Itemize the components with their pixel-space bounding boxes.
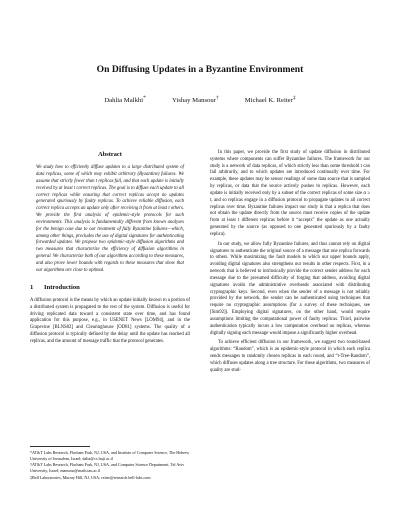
abstract-heading: Abstract xyxy=(98,151,122,158)
author: Dahlia Malkhi* xyxy=(104,95,146,105)
paper-title: On Diffusing Updates in a Byzantine Environment xyxy=(96,64,304,75)
section-paragraph: A diffusion protocol is the means by which an update initially known to a portion of a distributed system is propagated to the rest of the system. Diffusion is useful for driving replicated data toward a consistent state over time, and has found application for this purpose, e.g., in USENET News [LOM94], and in the Grapevine [BLNS82] and Clearinghouse [OD81] systems. The quality of a diffusion protocol is typically defined by the delay until the update has reached all replicas, and the amount of message traffic that the protocol generates. xyxy=(30,297,190,344)
footnote: *AT&T Labs Research, Florham Park, NJ, USA, and Institute of Computer Science, The Hebrew University of Jerusalem, Israel; dalia@cs.huji.ac.il xyxy=(30,450,190,461)
abstract-text: We study how to efficiently diffuse updates to a large distributed system of data replicas, some of which may exhibit arbitrary (Byzantine) failures. We assume that strictly fewer than t replicas fail, and that each update is initially received by at least t correct replicas. The goal is to diffuse each update to all correct replicas while ensuring that correct replicas accept no updates generated spuriously by faulty replicas. To achieve reliable diffusion, each correct replica accepts an update only after receiving it from at least t others. We provide the first analysis of epidemic-style protocols for such environments. This analysis is fundamentally different from known analyses for the benign case due to our treatment of fully Byzantine failures—which, among other things, precludes the use of digital signatures for authenticating forwarded updates. We propose two epidemic-style diffusion algorithms and two measures that characterize the efficiency of diffusion algorithms in general. We characterize both of our algorithms according to these measures, and also prove lower bounds with regards to these measures that show that our algorithms are close to optimal. xyxy=(36,165,184,273)
body-paragraph: In our study, we allow fully Byzantine failures, and thus cannot rely on digital signatures to authenticate the original source of a message that one replica forwards to others. While maximizing the fault models to which our upper bounds apply, avoiding digital signatures also strengthens our results in other respects. First, in a network that is believed to intrinsically provide the correct sender address for each message due to the presumed difficulty of forging that address, avoiding digital signatures avoids the administrative overheads associated with distributing cryptographic keys. Second, even when the sender of a message is not reliably provided by the network, the sender can be authenticated using techniques that require no cryptographic assumptions (for a survey of these techniques, see [Sim92]). Employing digital signatures, on the other hand, would require assumptions limiting the computational power of faulty replicas. Third, pairwise authentication typically incurs a low computation overhead on replicas, whereas digitally signing each message would impose a significantly higher overhead. xyxy=(210,241,370,336)
body-paragraph: In this paper, we provide the first study of update diffusion in distributed systems where components can suffer Byzantine failures. The framework for our study is a network of data replicas, of which strictly less than some threshold t can fail arbitrarily, and to which updates are introduced continually over time. For example, these updates may be sensor readings of some data source that is sampled by replicas, or data that the source actively pushes to replicas. However, each update is initially received only by a subset of the correct replicas of some size α ≥ t, and so replicas engage in a diffusion protocol to propagate updates to all correct replicas over time. Byzantine failures impact our study in that a replica that does not obtain the update directly from the source must receive copies of the update from at least t different replicas before it “accepts” the update as one actually generated by the source (as opposed to one generated spuriously by a faulty replica). xyxy=(210,150,370,237)
author: Michael K. Reiter‡ xyxy=(244,95,296,105)
footnote: ‡Bell Laboratories, Murray Hill, NJ, USA; reiter@research.bell-labs.com xyxy=(30,474,151,480)
footnote: †AT&T Labs Research, Florham Park, NJ, USA, and Computer Science Department, Tel Aviv University, Israel; mansour@math.tau.ac.il xyxy=(30,462,185,474)
body-paragraph: To achieve efficient diffusion in our framework, we suggest two round-based algorithms: “Random”, which is an epidemic-style protocol in which each replica sends messages to randomly chosen replicas in each round, and “t-Tree-Random”, which diffuses updates along a tree structure. For these algorithms, two measures of quality are stud- xyxy=(210,340,370,373)
author-list xyxy=(0,95,400,104)
right-column xyxy=(210,150,370,375)
footnote-rule xyxy=(30,446,90,447)
author: Yishay Mansour† xyxy=(171,95,219,105)
footnotes xyxy=(30,446,190,482)
left-column xyxy=(30,150,190,346)
section-heading: 1 Introduction xyxy=(30,284,80,292)
